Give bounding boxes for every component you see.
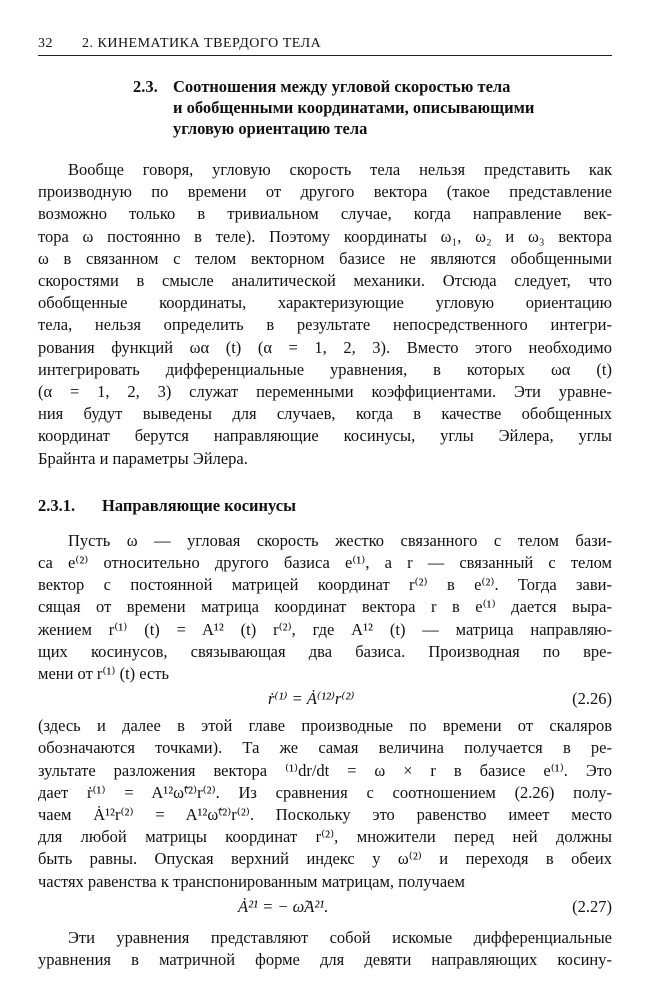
section-heading (133, 76, 612, 139)
running-header (38, 36, 612, 56)
running-title: 2. КИНЕМАТИКА ТВЕРДОГО ТЕЛА (82, 36, 322, 51)
text-line: чаем Ȧ¹²r⁽²⁾ = A¹²ω̃⁽²⁾r⁽²⁾. Поскольку это равенство имеет место (38, 805, 612, 825)
equation-body: Ȧ²¹ = − ω̃A²¹. (238, 896, 329, 916)
section-title-line: угловую ориентацию тела (173, 119, 368, 138)
text-line: интегрировать дифференциальные уравнения, в которых ωα (t) (38, 359, 612, 379)
book-page (38, 36, 612, 971)
text-line: обобщенные координаты, характеризующие угловую ориентацию (38, 293, 612, 313)
text-line: дает ṙ⁽¹⁾ = A¹²ω̃⁽²⁾r⁽²⁾. Из сравнения с соотношением (2.26) полу- (38, 782, 612, 802)
text-line: уравнения в матричной форме для девяти направляющих косину- (38, 950, 612, 970)
paragraph-direction-cosines (38, 530, 612, 685)
text-line: производную по времени от другого вектора (такое представление (38, 182, 612, 202)
equation-body: ṙ⁽¹⁾ = Ȧ⁽¹²⁾r⁽²⁾ (268, 689, 355, 709)
text-line: обозначаются точками). Та же самая величина получается в ре- (38, 738, 612, 758)
page-number: 32 (38, 36, 53, 51)
section-title-line: и обобщенными координатами, описывающими (173, 98, 535, 117)
text-line: (здесь и далее в этой главе производные по времени от скаляров (38, 716, 612, 736)
text-line: ния будут выведены для случаев, когда в качестве обобщенных (38, 404, 612, 424)
text-line: мени от r⁽¹⁾ (t) есть (38, 664, 170, 684)
equation-2-27 (38, 893, 612, 923)
text-line: са e⁽²⁾ относительно другого базиса e⁽¹⁾, а r — связанный с телом (38, 553, 612, 573)
text-line: зультате разложения вектора ⁽¹⁾dr/dt = ω × r в базисе e⁽¹⁾. Это (38, 760, 612, 780)
text-line: скоростями в смысле аналитической механики. Отсюда следует, что (38, 271, 612, 291)
equation-number: (2.26) (572, 689, 612, 709)
text-line: тора ω постоянно в теле). Поэтому координаты ω₁, ω₂ и ω₃ вектора (38, 226, 612, 246)
text-line: Вообще говоря, угловую скорость тела нельзя представить как (68, 160, 612, 179)
text-line: ω в связанном с телом векторном базисе не являются обобщенными (38, 248, 612, 268)
equation-number: (2.27) (572, 896, 612, 916)
text-line: координат берутся направляющие косинусы, углы Эйлера, углы (38, 426, 612, 446)
text-line: (α = 1, 2, 3) служат переменными коэффициентами. Эти уравне- (38, 382, 612, 402)
text-line: быть равны. Опуская верхний индекс у ω⁽²⁾ и переходя в обеих (38, 849, 612, 869)
subsection-title: Направляющие косинусы (102, 495, 296, 515)
paragraph-derivation (38, 715, 612, 893)
subsection-heading (38, 496, 612, 516)
text-line: рования функций ωα (t) (α = 1, 2, 3). Вместо этого необходимо (38, 337, 612, 357)
text-line: возможно только в тривиальном случае, когда направление век- (38, 204, 612, 224)
text-line: частях равенства к транспонированным матрицам, получаем (38, 871, 465, 891)
text-line: сящая от времени матрица координат вектора r в e⁽¹⁾ дается выра- (38, 597, 612, 617)
text-line: вектор с постоянной матрицей координат r⁽²⁾ в e⁽²⁾. Тогда зави- (38, 575, 612, 595)
text-line: Эти уравнения представляют собой искомые дифференциальные (68, 927, 612, 947)
text-line: для любой матрицы координат r⁽²⁾, множители перед ней должны (38, 827, 612, 847)
section-number: 2.3. (133, 77, 158, 96)
text-line: жением r⁽¹⁾ (t) = A¹² (t) r⁽²⁾, где A¹² (t) — матрица направляю- (38, 619, 612, 639)
subsection-number: 2.3.1. (38, 495, 76, 515)
text-line: тела, нельзя определить в результате непосредственного интегри- (38, 315, 612, 335)
text-line: Брайнта и параметры Эйлера. (38, 448, 248, 468)
text-line: щих косинусов, связывающая два базиса. Производная по вре- (38, 641, 612, 661)
section-title-line: Соотношения между угловой скоростью тела (173, 77, 511, 96)
paragraph-conclusion (38, 927, 612, 971)
text-line: Пусть ω — угловая скорость жестко связанного с телом бази- (68, 530, 612, 550)
equation-2-26 (38, 685, 612, 715)
paragraph-intro (38, 159, 612, 470)
